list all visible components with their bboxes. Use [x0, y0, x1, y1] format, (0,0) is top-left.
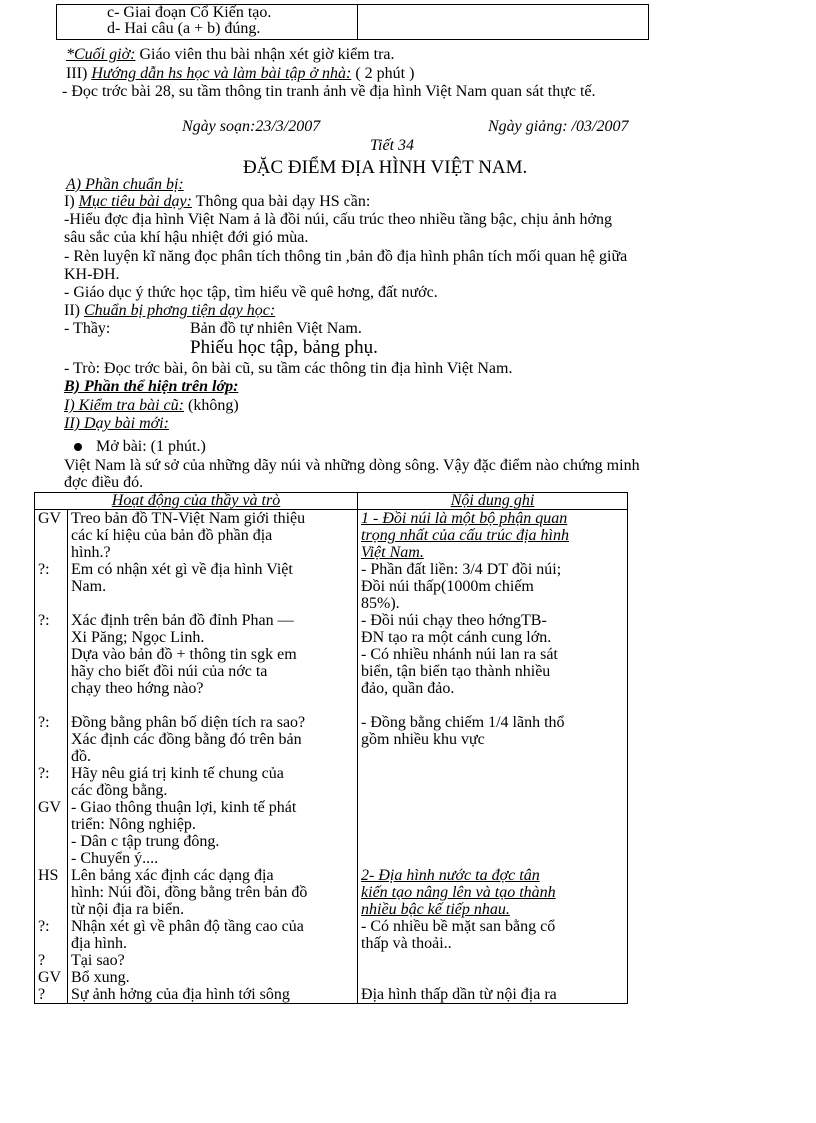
speaker-cell: HS	[35, 867, 68, 918]
note-cell	[358, 765, 628, 799]
activity-line: hình: Núi đồi, đồng bằng trên bản đồ	[71, 884, 308, 901]
opening-line: Mở bài: (1 phút.)	[74, 438, 206, 456]
note-heading-line: nhiều bậc kế tiếp nhau.	[361, 901, 510, 918]
activity-line: các kí hiệu của bản đồ phần địa	[71, 527, 273, 544]
goal-2-line-1: - Rèn luyện kĩ năng đọc phân tích thông tin ,bản đồ địa hình phân tích mối quan hệ giữa	[64, 248, 628, 265]
speaker-cell: GV	[35, 969, 68, 986]
answer-options-table	[56, 4, 649, 40]
empty-answer-cell	[358, 5, 649, 40]
note-line: thấp và thoải..	[361, 935, 452, 952]
activity-line: địa hình.	[71, 935, 127, 952]
ngay-soan: Ngày soạn:23/3/2007	[182, 118, 321, 135]
speaker-cell	[35, 646, 68, 697]
note-cell	[358, 510, 628, 562]
speaker-cell: ?:	[35, 918, 68, 952]
activity-line: - Chuyển ý....	[71, 850, 159, 867]
note-line: - Có nhiều nhánh núi lan ra sát	[361, 646, 558, 663]
activity-line: chạy theo hớng nào?	[71, 680, 204, 697]
activity-cell	[68, 561, 358, 612]
teacher-label: - Thầy:	[64, 320, 111, 337]
note-line: đảo, quần đảo.	[361, 680, 455, 697]
activity-line: Lên bảng xác định các dạng địa	[71, 867, 274, 884]
activity-line: Xác định các đồng bằng đó trên bản	[71, 731, 302, 748]
option-d: d- Hai câu (a + b) đúng.	[107, 20, 261, 37]
goal-3: - Giáo dục ý thức học tập, tìm hiểu về quê hơng, đất nước.	[64, 284, 438, 301]
lesson-title: ĐẶC ĐIỂM ĐỊA HÌNH VIỆT NAM.	[243, 157, 528, 178]
note-heading-line: Việt Nam.	[361, 544, 424, 561]
table-row	[35, 612, 628, 646]
activity-cell	[68, 612, 358, 646]
activity-line: các đồng bằng.	[71, 782, 168, 799]
table-row	[35, 969, 628, 986]
activity-cell	[68, 918, 358, 952]
note-cell	[358, 918, 628, 952]
lesson-number: Tiết 34	[370, 137, 415, 154]
activity-cell	[68, 799, 358, 867]
table-row	[35, 952, 628, 969]
activity-cell	[68, 646, 358, 697]
option-c: c- Giai đoạn Cổ Kiến tạo.	[107, 4, 272, 21]
speaker-cell: ?	[35, 986, 68, 1004]
table-row	[35, 867, 628, 918]
note-heading-line: 1 - Đồi núi là một bộ phận quan	[361, 510, 568, 527]
goal-1-line-2: sâu sắc của khí hậu nhiệt đới gió mùa.	[64, 229, 309, 246]
note-cell	[358, 697, 628, 765]
table-row	[35, 561, 628, 612]
note-cell	[358, 612, 628, 646]
speaker-cell: GV	[35, 510, 68, 562]
table-row	[35, 986, 628, 1004]
activity-line: Đồng bằng phân bố diện tích ra sao?	[71, 714, 306, 731]
speaker-cell: ?:	[35, 765, 68, 799]
activity-cell	[68, 697, 358, 765]
activity-line: Nhận xét gì về phân độ tầng cao của	[71, 918, 304, 935]
worksheet-line: Phiếu học tập, bảng phụ.	[190, 337, 378, 358]
activity-line: triển: Nông nghiệp.	[71, 816, 196, 833]
goal-1-line-1: -Hiểu đợc địa hình Việt Nam ả là đồi núi, cấu trúc theo nhiều tầng bậc, chịu ảnh hởng	[64, 211, 612, 228]
note-heading-line: 2- Địa hình nước ta đợc tân	[361, 867, 540, 884]
note-line: ĐN tạo ra một cánh cung lớn.	[361, 629, 552, 646]
student-prep: - Trò: Đọc trớc bài, ôn bài cũ, su tầm các thông tin địa hình Việt Nam.	[64, 360, 513, 377]
preparation-line: II) Chuẩn bị phơng tiện dạy học:	[64, 302, 276, 319]
note-line: biển, tận biển tạo thành nhiều	[361, 663, 551, 680]
activity-line: Xác định trên bản đồ đỉnh Phan —	[71, 612, 294, 629]
activity-line: - Dân c tập trung đông.	[71, 833, 220, 850]
table-row	[35, 510, 628, 562]
note-cell	[358, 799, 628, 867]
activity-line: Treo bản đồ TN-Việt Nam giới thiệu	[71, 510, 306, 527]
activity-line: - Giao thông thuận lợi, kinh tế phát	[71, 799, 297, 816]
ngay-giang: Ngày giảng: /03/2007	[488, 118, 629, 135]
activity-cell	[68, 969, 358, 986]
note-line: - Đồng bằng chiếm 1/4 lãnh thổ	[361, 714, 565, 731]
speaker-cell: ?:	[35, 697, 68, 765]
speaker-cell: ?:	[35, 612, 68, 646]
homework-text: - Đọc trớc bài 28, su tầm thông tin tranh ảnh về địa hình Việt Nam quan sát thực tế.	[62, 83, 596, 100]
activity-cell	[68, 510, 358, 562]
note-heading-line: kiến tạo nâng lên và tạo thành	[361, 884, 556, 901]
activity-cell	[68, 952, 358, 969]
speaker-cell: GV	[35, 799, 68, 867]
speaker-cell: ?:	[35, 561, 68, 612]
note-line: - Có nhiều bề mặt san bằng cổ	[361, 918, 556, 935]
header-notes: Nội dung ghi	[358, 493, 628, 510]
activity-line: hình.?	[71, 544, 111, 561]
goal-2-line-2: KH-ĐH.	[64, 266, 120, 283]
table-row	[35, 697, 628, 765]
intro-line-1: Việt Nam là sứ sở của những dãy núi và những dòng sông. Vậy đặc điểm nào chứng minh	[64, 457, 640, 474]
teacher-materials: Bản đồ tự nhiên Việt Nam.	[190, 320, 362, 337]
note-cell	[358, 952, 628, 969]
table-row	[35, 799, 628, 867]
note-line: Địa hình thấp dần từ nội địa ra	[361, 986, 557, 1003]
activity-line: Dựa vào bản đồ + thông tin sgk em	[71, 646, 297, 663]
table-row	[35, 918, 628, 952]
note-cell	[358, 986, 628, 1004]
activity-table	[34, 492, 628, 1004]
intro-line-2: đợc điều đó.	[64, 474, 144, 491]
section-a-heading: A) Phần chuẩn bị:	[66, 176, 184, 193]
activity-line: từ nội địa ra biển.	[71, 901, 185, 918]
activity-line: Tại sao?	[71, 952, 125, 969]
activity-line: Nam.	[71, 578, 107, 595]
answer-options-cell	[57, 5, 358, 40]
activity-line: hãy cho biết đồi núi của nớc ta	[71, 663, 268, 680]
note-line: Đồi núi thấp(1000m chiếm	[361, 578, 534, 595]
activity-line: Sự ảnh hởng của địa hình tới sông	[71, 986, 290, 1003]
note-line: gồm nhiều khu vực	[361, 731, 485, 748]
note-cell	[358, 969, 628, 986]
check-old-lesson: I) Kiểm tra bài cũ: (không)	[64, 397, 239, 414]
activity-cell	[68, 765, 358, 799]
activity-line: đồ.	[71, 748, 91, 765]
activity-rows	[35, 510, 628, 1004]
activity-line: Em có nhận xét gì về địa hình Việt	[71, 561, 293, 578]
note-line: - Đồi núi chạy theo hớngTB-	[361, 612, 547, 629]
activity-line: Bổ xung.	[71, 969, 130, 986]
activity-cell	[68, 986, 358, 1004]
objectives-line: I) Mục tiêu bài dạy: Thông qua bài dạy HS cần:	[64, 193, 371, 210]
activity-line: Hãy nêu giá trị kinh tế chung của	[71, 765, 284, 782]
homework-heading: III) Hướng dẫn hs học và làm bài tập ở nhà: ( 2 phút )	[66, 65, 415, 82]
note-cell	[358, 561, 628, 612]
note-heading-line: trọng nhất của cấu trúc địa hình	[361, 527, 569, 544]
table-row	[35, 646, 628, 697]
note-line: - Phần đất liền: 3/4 DT đồi núi;	[361, 561, 562, 578]
cuoi-gio-line: *Cuối giờ: Giáo viên thu bài nhận xét giờ kiểm tra.	[66, 46, 395, 63]
activity-line: Xi Păng; Ngọc Linh.	[71, 629, 205, 646]
table-row	[35, 765, 628, 799]
bullet-icon	[74, 443, 82, 451]
note-cell	[358, 646, 628, 697]
activity-cell	[68, 867, 358, 918]
new-lesson-heading: II) Dạy bài mới:	[64, 415, 169, 432]
note-cell	[358, 867, 628, 918]
speaker-cell: ?	[35, 952, 68, 969]
note-line: 85%).	[361, 595, 400, 612]
header-activities: Hoạt động của thầy và trò	[35, 493, 358, 510]
section-b-heading: B) Phần thể hiện trên lớp:	[64, 378, 239, 395]
